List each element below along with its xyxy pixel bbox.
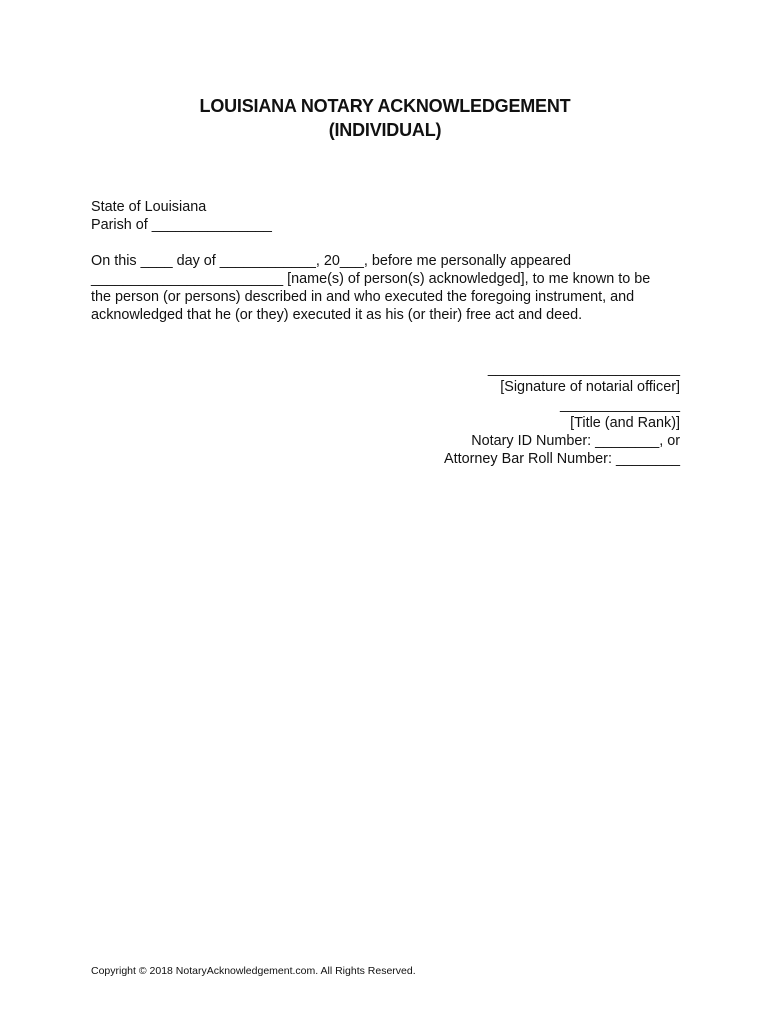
body-line-2: ________________________ [name(s) of person(s) acknowledged], to me known to be [91, 271, 651, 287]
document-title-line-1: LOUISIANA NOTARY ACKNOWLEDGEMENT [199, 96, 571, 116]
body-line-3: the person (or persons) described in and who executed the foregoing instrument, and [91, 289, 635, 305]
title-rank-line: _______________ [559, 397, 680, 413]
copyright-footer: Copyright © 2018 NotaryAcknowledgement.com. All Rights Reserved. [91, 965, 416, 977]
notary-id-line: Notary ID Number: ________, or [471, 433, 680, 449]
body-line-4: acknowledged that he (or they) executed it as his (or their) free act and deed. [91, 307, 583, 323]
parish-line: Parish of _______________ [91, 217, 272, 233]
title-rank-label: [Title (and Rank)] [570, 415, 680, 431]
signature-line: ________________________ [487, 361, 680, 377]
signature-label: [Signature of notarial officer] [500, 379, 680, 395]
body-line-1: On this ____ day of ____________, 20___, before me personally appeared [91, 253, 572, 269]
bar-roll-line: Attorney Bar Roll Number: ________ [444, 451, 680, 467]
document-title-line-2: (INDIVIDUAL) [328, 120, 442, 140]
state-line: State of Louisiana [91, 199, 207, 215]
